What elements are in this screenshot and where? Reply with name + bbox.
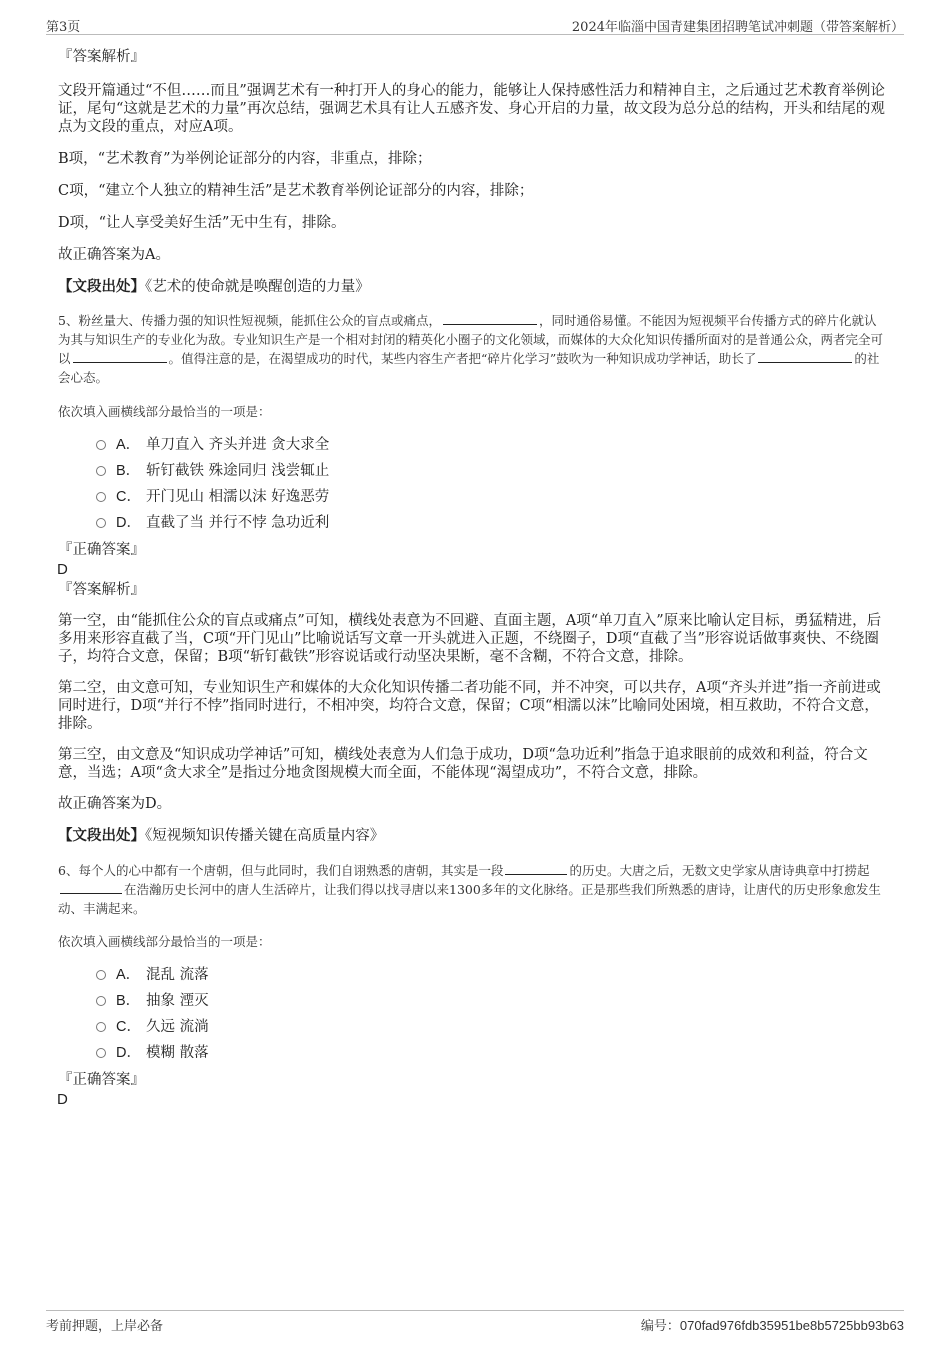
- radio-button[interactable]: [96, 1022, 106, 1032]
- option-d[interactable]: D． 模糊 散落: [58, 1043, 888, 1069]
- answer-label: 『正确答案』: [58, 542, 145, 558]
- option-c[interactable]: C． 久远 流淌: [58, 1017, 888, 1043]
- page-number: 第3页: [46, 20, 81, 35]
- analysis-paragraph: 第一空，由“能抓住公众的盲点或痛点”可知，横线处表意为不回避、直面主题，A项“单刀直入”原来比喻认定目标，勇猛精进，后多用来形容直截了当，C项“开门见山”比喻说话写文章一开头就进入正题，不绕圈子，D项“直截了当”形容说话做事爽快、不绕圈子，均符合文意，保留；B项“斩钉截铁”形容说话或行动坚决果断，毫不含糊，不符合文意，排除。: [58, 613, 882, 665]
- analysis-paragraph: 文段开篇通过“不但……而且”强调艺术有一种打开人的身心的能力，能够让人保持感性活力和精神自主，之后通过艺术教育举例论证，尾句“这就是艺术的力量”再次总结，强调艺术具有让人五感齐发、身心开启的力量，故文段为总分总的结构，开头和结尾的观点为文段的重点，对应A项。: [58, 83, 885, 135]
- footer-slogan: 考前押题，上岸必备: [46, 1319, 164, 1334]
- answer-conclusion: 故正确答案为A。: [58, 247, 170, 263]
- radio-button[interactable]: [96, 492, 106, 502]
- page-header: [46, 14, 904, 35]
- radio-button[interactable]: [96, 440, 106, 450]
- source-label: 【文段出处】: [58, 278, 145, 295]
- analysis-paragraph: D项，“让人享受美好生活”无中生有，排除。: [58, 215, 346, 231]
- radio-button[interactable]: [96, 996, 106, 1006]
- radio-button[interactable]: [96, 466, 106, 476]
- options-list: [58, 435, 888, 539]
- answer-value: D: [57, 1091, 68, 1108]
- source-label: 【文段出处】: [58, 827, 145, 844]
- question-6-text: 6、每个人的心中都有一个唐朝，但与此同时，我们自诩熟悉的唐朝，其实是一段 的历史。大唐之后，无数文史学家从唐诗典章中打捞起在浩瀚历史长河中的唐人生活碎片，让我们得以找寻唐以来1300多年的文化脉络。正是那些我们所熟悉的唐诗，让唐代的历史形象愈发生动、丰满起来。: [58, 863, 881, 916]
- fill-blank: [758, 349, 852, 363]
- page-content: [58, 44, 888, 1110]
- analysis-paragraph: 第二空，由文意可知，专业知识生产和媒体的大众化知识传播二者功能不同，并不冲突，可以共存，A项“齐头并进”指一齐前进或同时进行，D项“并行不悖”指同时进行，不相冲突，均符合文意，保留；C项“相濡以沫”比喻同处困境，相互救助，不符合文意，排除。: [58, 680, 881, 732]
- radio-button[interactable]: [96, 518, 106, 528]
- page-footer: [46, 1310, 904, 1337]
- options-list: [58, 965, 888, 1069]
- fill-blank: [443, 311, 537, 325]
- fill-blank: [60, 880, 122, 894]
- source-title: 《艺术的使命就是唤醒创造的力量》: [145, 279, 370, 295]
- answer-conclusion: 故正确答案为D。: [58, 796, 172, 812]
- option-d[interactable]: D． 直截了当 并行不悖 急功近利: [58, 513, 888, 539]
- option-b[interactable]: B． 抽象 湮灭: [58, 991, 888, 1017]
- question-5-text: 5、粉丝量大、传播力强的知识性短视频，能抓住公众的盲点或痛点， ，同时通俗易懂。不能因为短视频平台传播方式的碎片化就认为其与知识生产的专业化为敌。专业知识生产是一个相对封闭的精英化小圈子的文化领域，而媒体的大众化知识传播所面对的是普通公众，两者完全可以 。值得注意的是，在渴望成功的时代，某些内容生产者把“碎片化学习”鼓吹为一种知识成功学神话，助长了 的社会心态。: [58, 313, 884, 385]
- analysis-label: 『答案解析』: [58, 49, 145, 65]
- analysis-paragraph: C项，“建立个人独立的精神生活”是艺术教育举例论证部分的内容，排除；: [58, 183, 534, 199]
- source-line: [58, 277, 888, 297]
- answer-value: D: [57, 561, 68, 578]
- question-prompt: 依次填入画横线部分最恰当的一项是：: [58, 404, 271, 419]
- fill-blank: [505, 861, 567, 875]
- question-prompt: 依次填入画横线部分最恰当的一项是：: [58, 934, 271, 949]
- analysis-paragraph: 第三空，由文意及“知识成功学神话”可知，横线处表意为人们急于成功，D项“急功近利”指急于追求眼前的成效和利益，符合文意，当选；A项“贪大求全”是指过分地贪图规模大而全面，不能体现“渴望成功”，不符合文意，排除。: [58, 747, 868, 781]
- radio-button[interactable]: [96, 1048, 106, 1058]
- source-line: [58, 826, 888, 846]
- answer-label: 『正确答案』: [58, 1072, 145, 1088]
- analysis-label: 『答案解析』: [58, 582, 145, 598]
- option-c[interactable]: C． 开门见山 相濡以沫 好逸恶劳: [58, 487, 888, 513]
- fill-blank: [73, 349, 167, 363]
- document-code: 编号：070fad976fdb35951be8b5725bb93b63: [640, 1318, 904, 1334]
- radio-button[interactable]: [96, 970, 106, 980]
- option-a[interactable]: A． 单刀直入 齐头并进 贪大求全: [58, 435, 888, 461]
- analysis-paragraph: B项，“艺术教育”为举例论证部分的内容，非重点，排除；: [58, 151, 432, 167]
- option-b[interactable]: B． 斩钉截铁 殊途同归 浅尝辄止: [58, 461, 888, 487]
- document-title: 2024年临淄中国青建集团招聘笔试冲刺题（带答案解析）: [571, 20, 904, 35]
- source-title: 《短视频知识传播关键在高质量内容》: [145, 828, 385, 844]
- option-a[interactable]: A． 混乱 流落: [58, 965, 888, 991]
